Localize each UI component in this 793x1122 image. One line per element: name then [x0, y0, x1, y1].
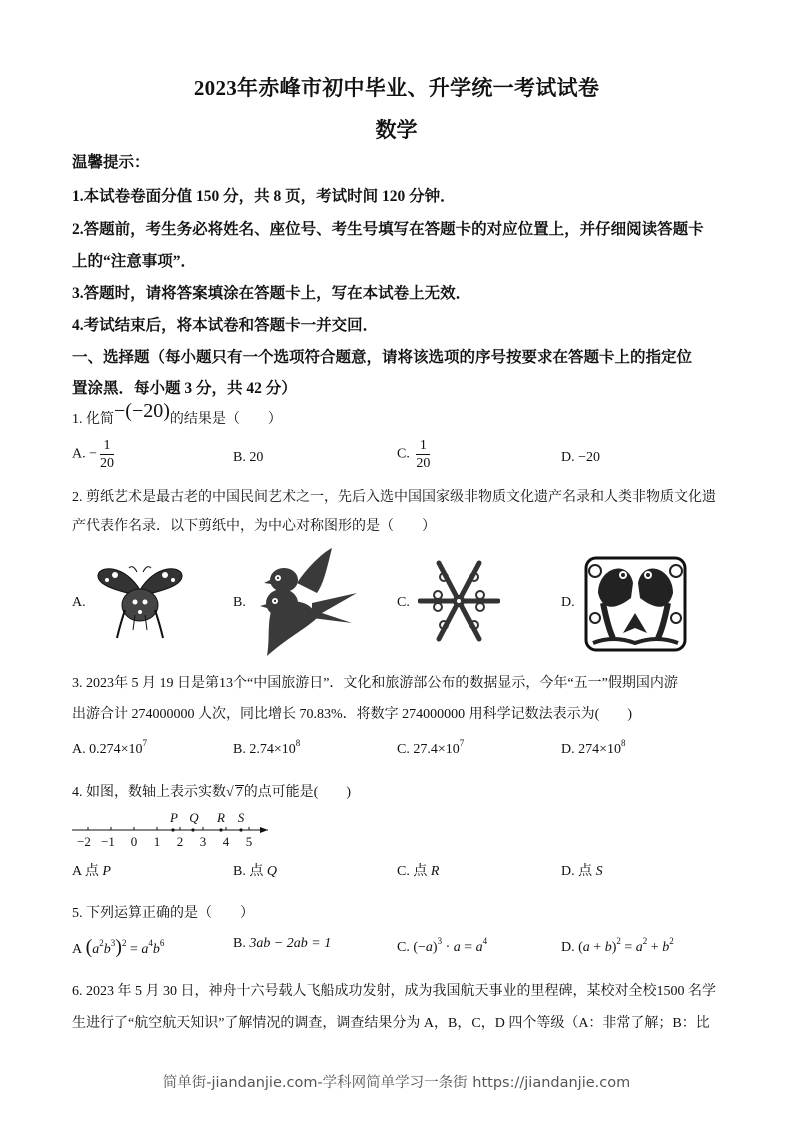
tip-4: 4.考试结束后，将本试卷和答题卡一并交回． — [72, 317, 379, 334]
point-var: P — [102, 864, 111, 879]
tip-2: 2.答题前，考生务必将姓名、座位号、考生号填写在答题卡的对应位置上，并仔细阅读答题卡 — [72, 221, 704, 238]
q3-option-a[interactable] — [72, 738, 147, 758]
option-label: A. — [72, 742, 86, 757]
question-4-stem: 4. 如图，数轴上表示实数√ 7的点可能是( ) — [72, 785, 352, 800]
q4-suffix: 的点可能是( ) — [243, 785, 352, 800]
svg-text:1: 1 — [153, 834, 161, 849]
option-label: A — [72, 942, 83, 957]
tip-2-cont: 上的“注意事项”． — [72, 253, 197, 270]
svg-text:3: 3 — [199, 834, 207, 849]
q5-option-d[interactable] — [561, 936, 674, 956]
exam-subject: 数学 — [375, 118, 418, 142]
svg-text:−2: −2 — [77, 834, 91, 849]
radicand: 7 — [235, 785, 243, 800]
minus-sign: − — [89, 446, 98, 462]
option-label: B. — [233, 936, 246, 951]
exponent: 8 — [295, 738, 301, 748]
svg-text:R: R — [217, 810, 225, 825]
q1-expression: −(−20) — [114, 400, 170, 422]
denominator: 20 — [100, 456, 115, 471]
denominator: 20 — [416, 456, 431, 471]
numerator: 1 — [100, 437, 114, 455]
q3-option-c[interactable] — [397, 738, 464, 758]
option-value: 27.4×10 — [413, 742, 460, 757]
option-label: B. 点 — [233, 864, 264, 879]
option-label: C. — [397, 940, 410, 955]
swallow-papercut-icon — [252, 548, 357, 658]
tip-3: 3.答题时，请将答案填涂在答题卡上，写在本试卷上无效． — [72, 285, 472, 302]
q2-option-a-label[interactable]: A. — [72, 595, 86, 610]
fraction — [416, 437, 430, 472]
option-expr: $(-a)^3 \cdot a = a^4$ — [413, 936, 488, 955]
option-label: A 点 — [72, 864, 99, 879]
number-line-figure — [70, 806, 275, 850]
exponent: 8 — [621, 738, 626, 748]
q1-suffix: 的结果是（ ） — [169, 412, 282, 427]
option-label: C. 点 — [397, 864, 428, 879]
q1-prefix: 1. 化简 — [72, 412, 114, 427]
section-heading-cont: 置涂黑．每小题 3 分，共 42 分） — [72, 380, 297, 397]
option-value: 274×10 — [578, 742, 622, 757]
svg-text:2: 2 — [176, 834, 184, 849]
q1-option-a[interactable] — [72, 437, 114, 472]
section-heading: 一、选择题（每小题只有一个选项符合题意，请将该选项的序号按要求在答题卡上的指定位 — [72, 349, 693, 366]
q5-option-a[interactable] — [72, 936, 164, 959]
svg-text:Q: Q — [189, 810, 199, 825]
option-label: D. — [561, 940, 575, 955]
question-6-line2: 生进行了“航空航天知识”了解情况的调查，调查结果分为 A，B，C，D 四个等级（A：非常了解；B：比 — [72, 1016, 710, 1031]
q4-option-d[interactable] — [561, 860, 603, 880]
svg-text:−1: −1 — [101, 834, 115, 849]
option-expr: 3ab − 2ab = 1 — [249, 936, 332, 951]
question-3-line2: 出游合计 274000000 人次，同比增长 70.83%．将数字 274000000 用科学记数法表示为( ) — [72, 707, 632, 722]
point-var: S — [595, 864, 603, 879]
butterfly-papercut-icon — [95, 560, 185, 640]
q4-option-a[interactable] — [72, 860, 111, 880]
option-label: D. — [561, 742, 575, 757]
option-label: D. 点 — [561, 864, 593, 879]
option-label: A. — [72, 446, 86, 462]
q3-option-b[interactable] — [233, 738, 300, 758]
svg-text:S: S — [237, 810, 245, 825]
exam-title: 2023年赤峰市初中毕业、升学统一考试试卷 — [193, 76, 600, 100]
point-var: Q — [266, 864, 277, 879]
fraction — [100, 437, 114, 472]
option-value: 0.274×10 — [89, 742, 143, 757]
option-label: C. — [397, 742, 410, 757]
q3-option-d[interactable] — [561, 738, 626, 758]
exponent: 7 — [459, 738, 465, 748]
footer-watermark: 简单街-jiandanjie.com-学科网简单学习一条街 https://jiandanjie.com — [162, 1075, 631, 1091]
question-2-line1: 2. 剪纸艺术是最古老的中国民间艺术之一，先后入选中国国家级非物质文化遗产名录和人类非物质文化遗 — [72, 490, 716, 505]
q1-option-b[interactable]: B. 20 — [233, 450, 264, 465]
svg-text:5: 5 — [245, 834, 253, 849]
q2-option-c-label[interactable]: C. — [397, 595, 410, 610]
option-label: B. — [233, 742, 246, 757]
svg-text:4: 4 — [222, 834, 230, 849]
snowflake-papercut-icon — [418, 555, 500, 647]
question-2-line2: 产代表作名录．以下剪纸中，为中心对称图形的是（ ） — [72, 519, 436, 534]
q2-option-b-label[interactable]: B. — [233, 595, 246, 610]
q4-prefix: 4. 如图，数轴上表示实数 — [72, 785, 226, 800]
question-5-stem: 5. 下列运算正确的是（ ） — [72, 906, 254, 921]
q5-option-b[interactable] — [233, 936, 331, 952]
option-label: C. — [397, 446, 410, 462]
q2-option-d-label[interactable]: D. — [561, 595, 575, 610]
question-1-stem — [72, 400, 282, 429]
option-expr: $(a^2b^3)^2 = a^4b^6$ — [85, 936, 165, 958]
point-var: R — [430, 864, 440, 879]
question-3-line1: 3. 2023年 5 月 19 日是第13个“中国旅游日”．文化和旅游部公布的数据显示，今年“五一”假期国内游 — [72, 676, 678, 691]
tips-heading: 温馨提示： — [72, 154, 150, 171]
option-value: 2.74×10 — [249, 742, 296, 757]
twin-fish-papercut-icon — [583, 553, 688, 653]
q4-option-b[interactable] — [233, 860, 277, 880]
svg-text:0: 0 — [130, 834, 138, 849]
q5-option-c[interactable] — [397, 936, 487, 956]
q1-option-d[interactable]: D. −20 — [561, 450, 601, 465]
svg-text:P: P — [170, 810, 178, 825]
q1-option-c[interactable] — [397, 437, 430, 472]
tip-1: 1.本试卷卷面分值 150 分，共 8 页，考试时间 120 分钟． — [72, 188, 456, 205]
numerator: 1 — [416, 437, 430, 455]
option-expr: $(a + b)^2 = a^2 + b^2$ — [578, 936, 674, 955]
question-6-line1: 6. 2023 年 5 月 30 日，神舟十六号载人飞船成功发射，成为我国航天事业的里程碑，某校对全校1500 名学 — [72, 984, 716, 999]
q4-option-c[interactable] — [397, 860, 439, 880]
exponent: 7 — [142, 738, 148, 748]
